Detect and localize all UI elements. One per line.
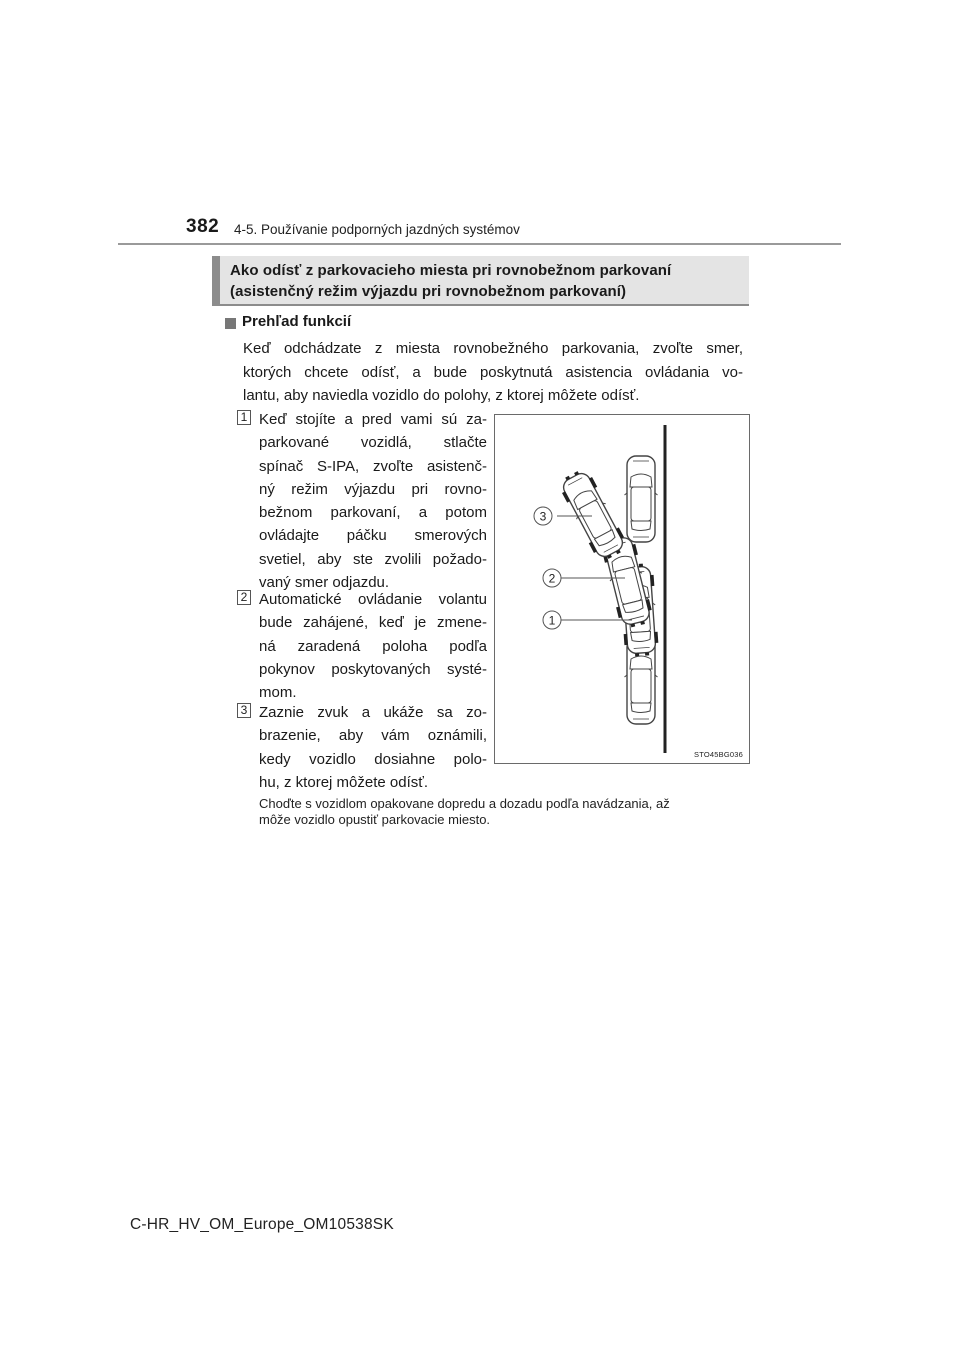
step-line: mom. [259,684,297,702]
heading-underline [212,304,749,306]
callout-label-3: 3 [539,509,547,524]
step-line: Keď stojíte a pred vami sú za- [259,411,487,428]
step-line: parkované vozidlá, stlačte [259,434,487,452]
step-line: spínač S-IPA, zvoľte asistenč- [259,457,487,475]
intro-line: lantu, aby naviedla vozidlo do polohy, z ktorej môžete odísť. [243,387,640,404]
step-line: pokynov poskytovaných systé- [259,660,487,678]
header-rule [118,243,841,245]
note-line: môže vozidlo opustiť parkovacie miesto. [259,812,491,827]
step-number-1: 1 [237,410,251,425]
parked-car-front [625,456,658,542]
step-2-text [259,588,487,704]
step-line: ná zaradená poloha podľa [259,637,487,655]
callout-label-1: 1 [548,613,556,628]
figure-code: STO45BG036 [694,750,743,759]
callout-label-2: 2 [548,571,556,586]
step-number-3: 3 [237,703,251,718]
heading-line-1: Ako odísť z parkovacieho miesta pri rovnobežnom parkovaní [230,262,672,279]
subheading-title: Prehľad funkcií [242,313,352,330]
step-line: bežnom parkovaní, a potom [259,504,487,522]
parking-exit-figure [494,414,750,764]
footer-document-code: C-HR_HV_OM_Europe_OM10538SK [130,1216,394,1233]
car-position-3 [556,466,629,563]
heading-line-2: (asistenčný režim výjazdu pri rovnobežnom parkovaní) [230,283,627,300]
note-paragraph [259,796,749,828]
intro-line: ktorých chcete odísť, a bude poskytnutá asistencia ovládania vo- [243,363,743,381]
intro-paragraph [243,337,743,408]
step-line: kedy vozidlo dosiahne polo- [259,750,487,768]
note-line: Choďte s vozidlom opakovane dopredu a dozadu podľa navádzania, až [259,796,670,811]
step-line: ný režim výjazdu pri rovno- [259,480,487,498]
section-title: 4-5. Používanie podporných jazdných systémov [234,222,520,237]
section-heading-box [212,256,749,304]
page-number: 382 [186,216,220,237]
step-line: hu, z ktorej môžete odísť. [259,773,429,791]
step-number-2: 2 [237,590,251,605]
step-line: ovládajte páčku smerových [259,527,487,545]
intro-line: Keď odchádzate z miesta rovnobežného parkovania, zvoľte smer, [243,340,743,357]
step-line: svetiel, aby ste zvolili požado- [259,550,487,568]
step-line: bude zahájené, keď je zmene- [259,614,487,632]
step-line: brazenie, aby vám oznámili, [259,727,487,745]
step-3-text [259,701,487,794]
step-line: Zaznie zvuk a ukáže sa zo- [259,704,487,721]
step-line: vaný smer odjazdu. [259,574,390,592]
step-line: Automatické ovládanie volantu [259,591,487,608]
square-bullet-icon [225,318,236,329]
parking-diagram [495,415,751,765]
step-1-text [259,408,487,594]
